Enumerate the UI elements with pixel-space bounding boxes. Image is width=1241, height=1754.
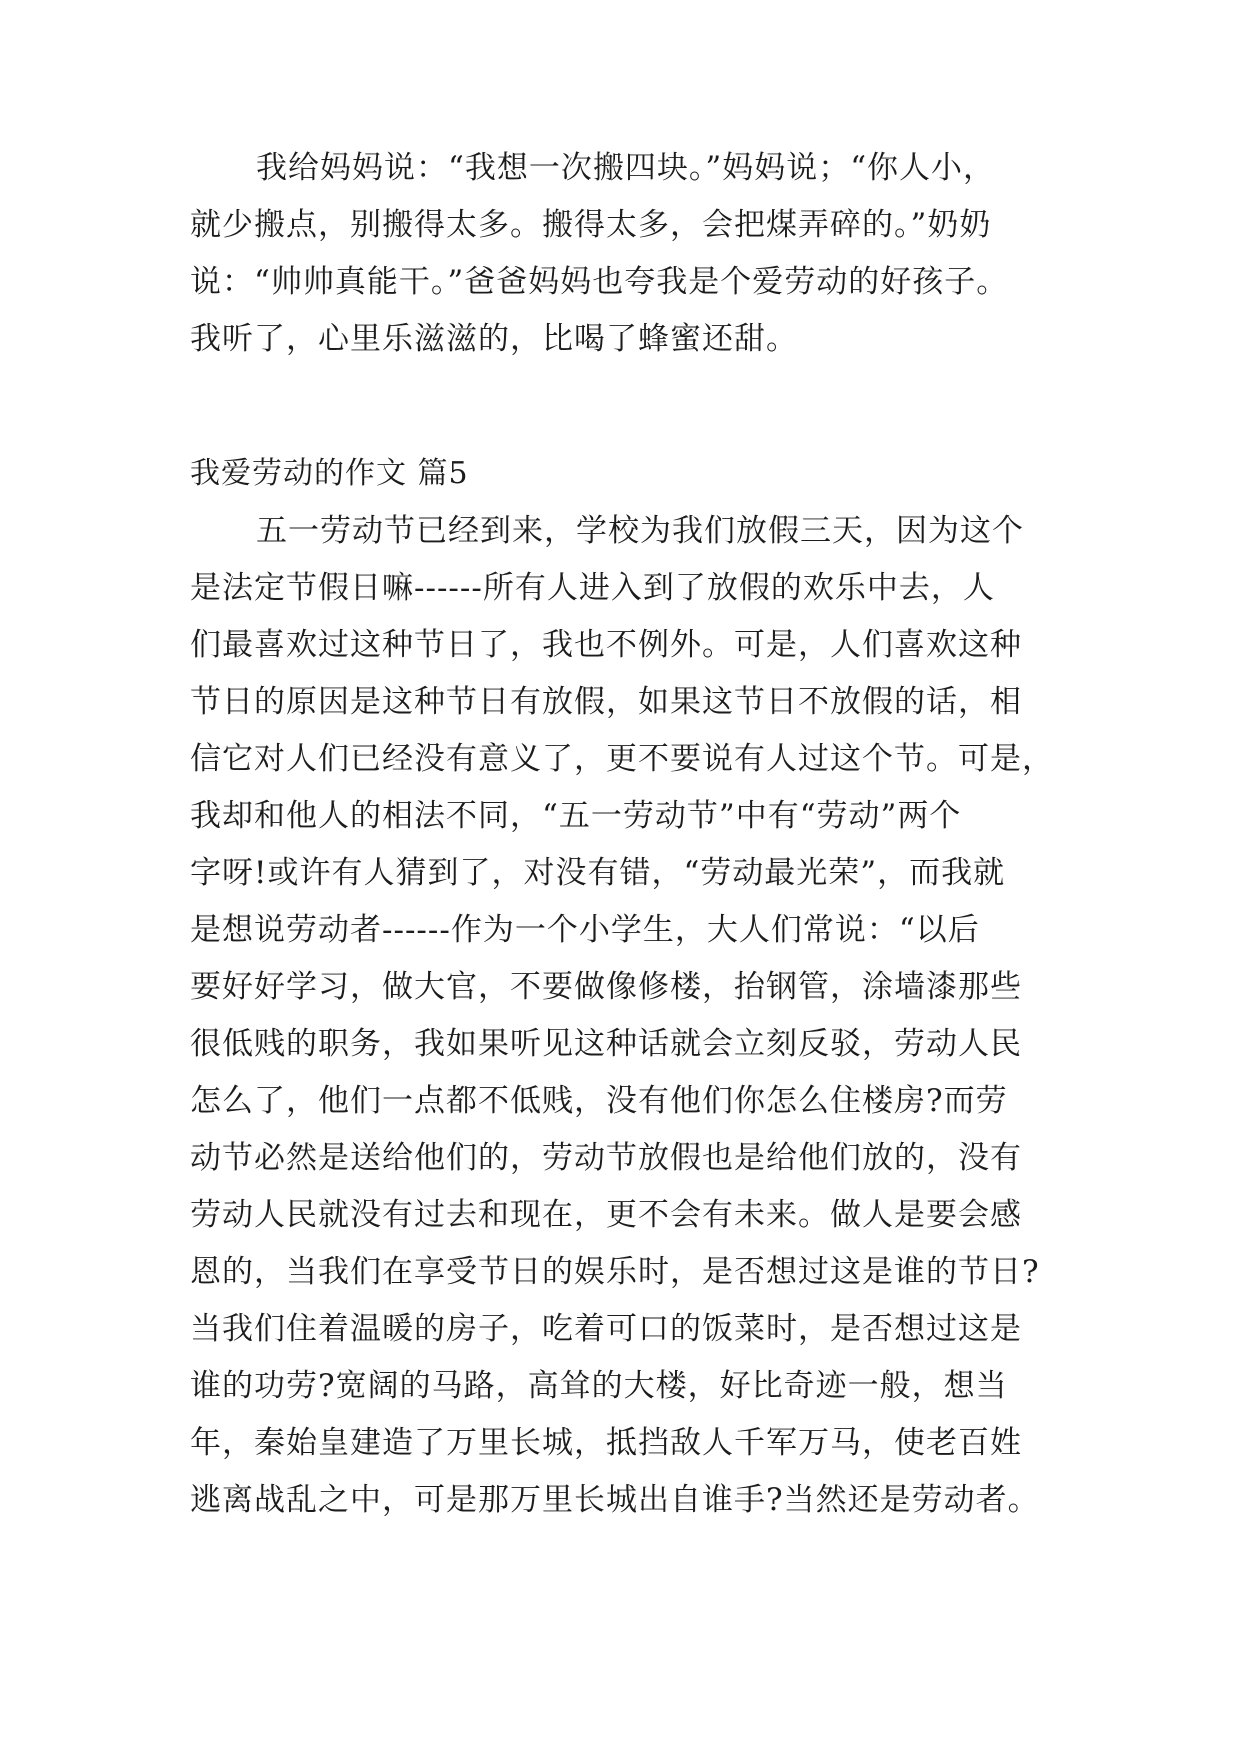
paragraph-2-line-13: 劳动人民就没有过去和现在，更不会有未来。做人是要会感: [190, 1197, 1022, 1233]
paragraph-2-line-6: 我却和他人的相法不同，“五一劳动节”中有“劳动”两个: [190, 798, 962, 834]
paragraph-1-line-3: 说：“帅帅真能干。”爸爸妈妈也夸我是个爱劳动的好孩子。: [190, 264, 1009, 300]
paragraph-2-line-2: 是法定节假日嘛------所有人进入到了放假的欢乐中去，人: [190, 570, 995, 606]
paragraph-2-line-4: 节日的原因是这种节日有放假，如果这节日不放假的话，相: [190, 684, 1022, 720]
paragraph-2-line-7: 字呀!或许有人猜到了，对没有错，“劳动最光荣”，而我就: [190, 855, 1006, 891]
paragraph-2-line-9: 要好好学习，做大官，不要做像修楼，抬钢管，涂墙漆那些: [190, 969, 1022, 1005]
paragraph-2-line-17: 年，秦始皇建造了万里长城，抵挡敌人千军万马，使老百姓: [190, 1425, 1022, 1461]
section-heading: 我爱劳动的作文 篇5: [190, 456, 469, 491]
paragraph-2-line-3: 们最喜欢过这种节日了，我也不例外。可是，人们喜欢这种: [190, 627, 1022, 663]
paragraph-2-line-14: 恩的，当我们在享受节日的娱乐时，是否想过这是谁的节日?: [190, 1254, 1040, 1290]
paragraph-1-line-4: 我听了，心里乐滋滋的，比喝了蜂蜜还甜。: [190, 321, 798, 357]
paragraph-2-line-11: 怎么了，他们一点都不低贱，没有他们你怎么住楼房?而劳: [190, 1083, 1008, 1119]
paragraph-2-line-5: 信它对人们已经没有意义了，更不要说有人过这个节。可是，: [190, 741, 1054, 777]
paragraph-1-line-2: 就少搬点，别搬得太多。搬得太多，会把煤弄碎的。”奶奶: [190, 207, 992, 243]
paragraph-1-line-1: 我给妈妈说：“我想一次搬四块。”妈妈说；“你人小，: [256, 150, 996, 186]
paragraph-2-line-10: 很低贱的职务，我如果听见这种话就会立刻反驳，劳动人民: [190, 1026, 1022, 1062]
paragraph-2-line-16: 谁的功劳?宽阔的马路，高耸的大楼，好比奇迹一般，想当: [190, 1368, 1008, 1404]
paragraph-2-line-12: 动节必然是送给他们的，劳动节放假也是给他们放的，没有: [190, 1140, 1022, 1176]
paragraph-2-line-18: 逃离战乱之中，可是那万里长城出自谁手?当然还是劳动者。: [190, 1482, 1040, 1518]
paragraph-2-line-1: 五一劳动节已经到来，学校为我们放假三天，因为这个: [256, 513, 1024, 549]
paragraph-2-line-8: 是想说劳动者------作为一个小学生，大人们常说：“以后: [190, 912, 980, 948]
paragraph-2-line-15: 当我们住着温暖的房子，吃着可口的饭菜时，是否想过这是: [190, 1311, 1022, 1347]
